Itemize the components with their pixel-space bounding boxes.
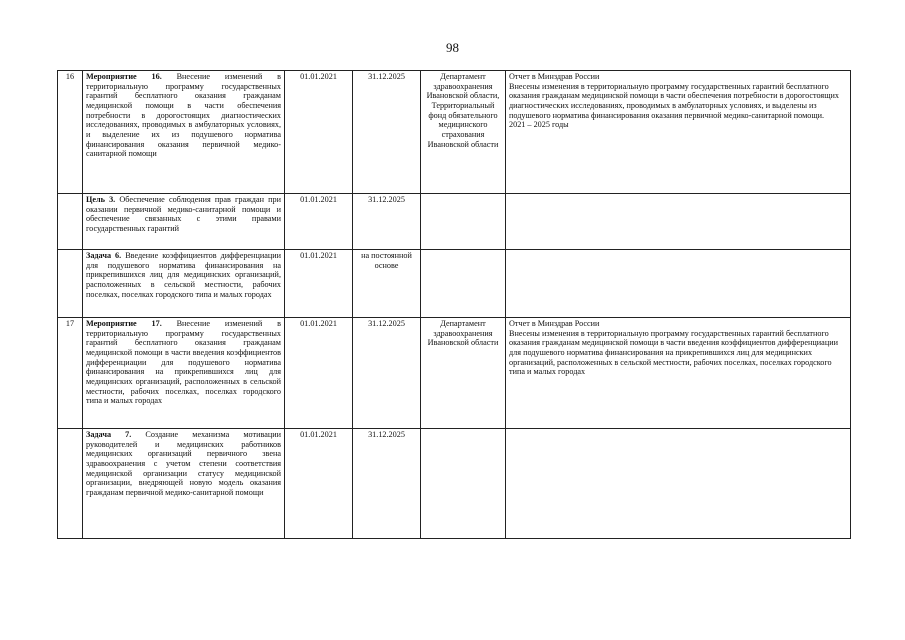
table-row bbox=[58, 429, 851, 539]
result-title: Отчет в Минздрав России bbox=[509, 72, 600, 81]
result bbox=[506, 318, 851, 429]
activity-description bbox=[83, 194, 285, 250]
activity-text: Внесение изменений в территориальную программу государственных гарантий бесплатного оказания гражданам медицинской помощи в части обеспечения потребности в дорогостоящих диагностических исследованиях, проводимых в амбулаторных условиях, и выделение их из подушевого норматива финансирования оказания первичной медико-санитарной помощи bbox=[86, 72, 281, 159]
row-number bbox=[58, 429, 83, 539]
row-number: 17 bbox=[58, 318, 83, 429]
activity-description bbox=[83, 429, 285, 539]
activity-description bbox=[83, 318, 285, 429]
activity-title: Мероприятие 17. bbox=[86, 319, 162, 328]
row-number: 16 bbox=[58, 71, 83, 194]
result bbox=[506, 250, 851, 318]
start-date: 01.01.2021 bbox=[285, 429, 353, 539]
executor: Департамент здравоохранения Ивановской области, Территориальный фонд обязательного медицинского страхования Ивановской области bbox=[421, 71, 506, 194]
result-text: Внесены изменения в территориальную программу государственных гарантий бесплатного оказания гражданам медицинской помощи в части обеспечения потребности в дорогостоящих диагностических исследованиях, проводимых в амбулаторных условиях, и выделены из подушевого норматива финансирования оказания первичной медико-санитарной помощи. bbox=[509, 81, 839, 120]
activity-title: Цель 3. bbox=[86, 195, 116, 204]
activity-description bbox=[83, 250, 285, 318]
start-date: 01.01.2021 bbox=[285, 318, 353, 429]
activity-text: Введение коэффициентов дифференциации для подушевого норматива финансирования на прикрепившихся лиц для медицинских организаций, расположенных в сельской местности, рабочих поселках, поселках городского типа и малых городах bbox=[86, 251, 281, 299]
row-number bbox=[58, 250, 83, 318]
activity-text: Внесение изменений в территориальную программу государственных гарантий бесплатного оказания гражданам медицинской помощи в части введения коэффициентов дифференциации для подушевого норматива финансирования на прикрепившихся лиц для медицинских организаций, расположенных в сельской местности, рабочих поселках, поселках городского типа и малых городах bbox=[86, 319, 281, 406]
activity-title: Задача 6. bbox=[86, 251, 122, 260]
activity-description bbox=[83, 71, 285, 194]
result-years: 2021 – 2025 годы bbox=[509, 120, 569, 130]
activity-title: Задача 7. bbox=[86, 430, 132, 439]
end-date: 31.12.2025 bbox=[353, 194, 421, 250]
executor bbox=[421, 250, 506, 318]
executor bbox=[421, 194, 506, 250]
result bbox=[506, 194, 851, 250]
executor bbox=[421, 429, 506, 539]
table-row bbox=[58, 71, 851, 194]
executor: Департамент здравоохранения Ивановской области bbox=[421, 318, 506, 429]
result bbox=[506, 429, 851, 539]
plan-table bbox=[57, 70, 851, 539]
result-text: Внесены изменения в территориальную программу государственных гарантий бесплатного оказания гражданам медицинской помощи в части введения коэффициентов дифференциации для подушевого норматива финансирования на прикрепившихся лиц для медицинских организаций, расположенных в сельской местности, рабочих поселках, поселках городского типа и малых городах bbox=[509, 328, 838, 377]
page-number: 98 bbox=[446, 40, 459, 55]
result bbox=[506, 71, 851, 194]
result-title: Отчет в Минздрав России bbox=[509, 319, 600, 328]
start-date: 01.01.2021 bbox=[285, 250, 353, 318]
start-date: 01.01.2021 bbox=[285, 194, 353, 250]
activity-text: Создание механизма мотивации руководителей и медицинских работников медицинских организаций первичного звена здравоохранения с учетом степени соответствия медицинской организации статусу медицинской организации, внедряющей новую модель оказания гражданам первичной медико-санитарной помощи bbox=[86, 430, 281, 498]
end-date: 31.12.2025 bbox=[353, 429, 421, 539]
activity-title: Мероприятие 16. bbox=[86, 72, 162, 81]
end-date: 31.12.2025 bbox=[353, 71, 421, 194]
row-number bbox=[58, 194, 83, 250]
table-row bbox=[58, 318, 851, 429]
end-date: 31.12.2025 bbox=[353, 318, 421, 429]
table-row bbox=[58, 194, 851, 250]
activity-text: Обеспечение соблюдения прав граждан при оказании первичной медико-санитарной помощи и обеспечение связанных с этими правами государственных гарантий bbox=[86, 195, 281, 234]
table-row bbox=[58, 250, 851, 318]
start-date: 01.01.2021 bbox=[285, 71, 353, 194]
end-date: на постоянной основе bbox=[353, 250, 421, 318]
